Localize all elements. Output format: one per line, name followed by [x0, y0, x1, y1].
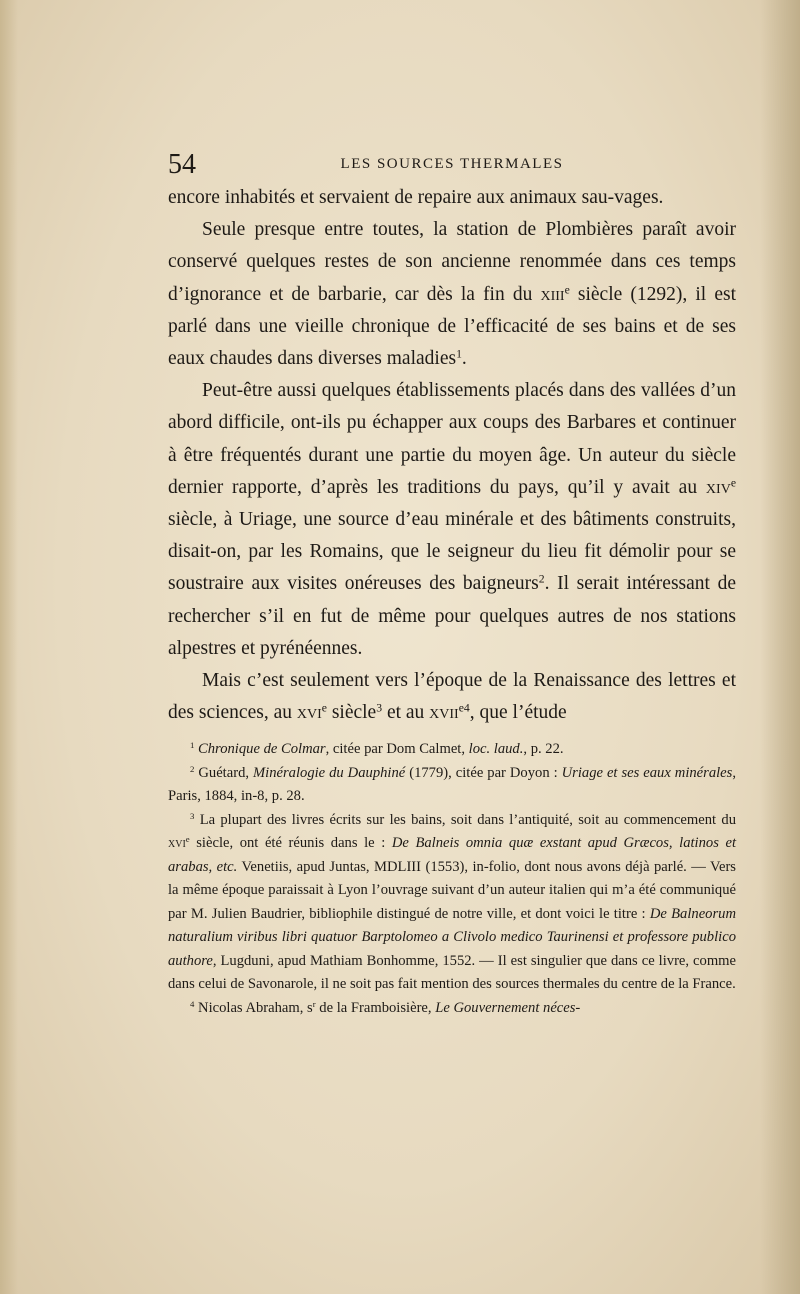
footnote-ref-1: 1 — [456, 347, 462, 361]
century-numeral: xiii — [540, 283, 565, 305]
footnote-ref-4: 4 — [463, 701, 470, 715]
paragraph-4: Mais c’est seulement vers l’époque de la Renaissance des lettres et des sciences, au xvi$^e$ siècle$^3$ et au xvii$^{e4}$, que l’étude — [168, 670, 736, 724]
paragraph-1: encore inhabités et servaient de repaire aux animaux sau-vages. — [168, 187, 664, 208]
footnote-ref-3: 3 — [376, 701, 383, 715]
century-numeral: xiv — [705, 476, 731, 498]
century-numeral: xvi — [296, 702, 322, 724]
footnote-4: $^4$ Nicolas Abraham, $s^r$ de la Framboisière, Le Gouvernement néces- — [190, 998, 581, 1016]
footnote-ref-2: 2 — [538, 573, 545, 587]
page-edge-shadow-right — [760, 0, 800, 1294]
footnote-2: $^2$ Guétard, Minéralogie du Dauphiné (1779), citée par Doyon : Uriage et ses eaux minérales, Paris, 1884, in-8, p. 28. — [168, 763, 736, 804]
running-title: LES SOURCES THERMALES — [340, 156, 564, 172]
page-number: 54 — [168, 149, 196, 180]
page-header — [168, 150, 736, 180]
page-edge-shadow-left — [0, 0, 18, 1294]
century-numeral: xvii — [429, 702, 459, 724]
footnotes — [168, 738, 736, 1020]
paragraph-2: Seule presque entre toutes, la station de Plombières paraît avoir conservé quelques restes de son ancienne renommée dans ces temps d’ignorance et de barbarie, car dès la fin du xiii$^e$ siècle (1292), il est parlé dans une vieille chronique de l’efficacité de ses bains et de ses eaux chaudes dans diverses maladies$^1$. — [168, 219, 736, 370]
paragraph-3: Peut-être aussi quelques établissements placés dans des vallées d’un abord difficile, ont-ils pu échapper aux coups des Barbares et continuer à être fréquentés durant une partie du moyen âge. Un auteur du siècle dernier rapporte, d’après les traditions du pays, qu’il y avait au xiv$^e$ siècle, à Uriage, une source d’eau minérale et des bâtiments construits, disait-on, par les Romains, que le seigneur du lieu fit démolir pour se soustraire aux visites onéreuses des baigneurs$^2$. Il serait intéressant de rechercher s’il en fut de même pour quelques autres de nos stations alpestres et pyrénéennes. — [168, 380, 736, 659]
footnote-1: $^1$ Chronique de Colmar, citée par Dom Calmet, loc. laud., p. 22. — [190, 740, 564, 757]
body-text — [168, 182, 736, 729]
footnote-3: $^3$ La plupart des livres écrits sur les bains, soit dans l’antiquité, soit au commencement du xvi$^e$ siècle, ont été réunis dans le : De Balneis omnia quæ exstant apud Græcos, latinos et arabas, etc. Venetiis, apud Juntas, MDLIII (1553), in-folio, dont nous avons déjà parlé. — Vers la même époque paraissait à Lyon l’ouvrage suivant d’un auteur italien qui m’a été communiqué par M. Julien Baudrier, bibliophile distingué de notre ville, et dont voici le titre : De Balneorum naturalium viribus libri quatuor Barptolomeo a Clivolo medico Taurinensi et professore publico authore, Lugduni, apud Mathiam Bonhomme, 1552. — Il est singulier que dans ce livre, comme dans celui de Savonarole, il ne soit pas fait mention des sources thermales du centre de la France. — [168, 810, 736, 992]
